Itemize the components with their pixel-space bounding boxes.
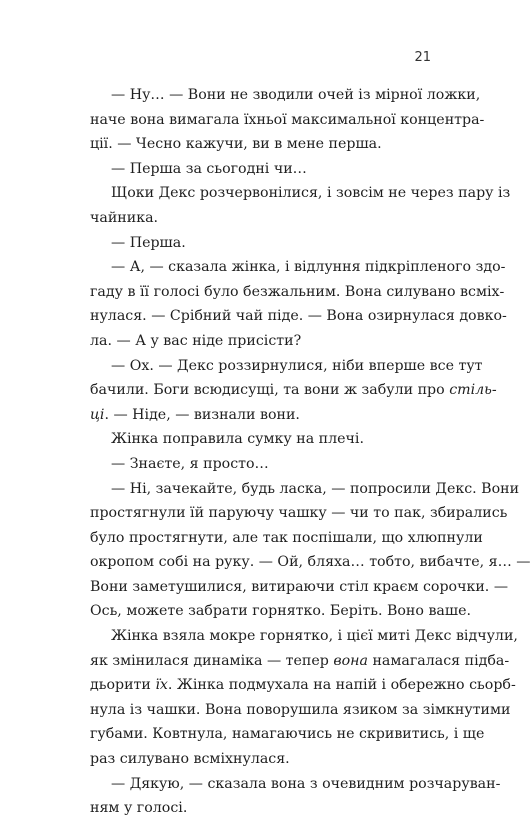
text-line: наче вона вимагала їхньої максимальної концентра- — [90, 111, 485, 128]
text-line: окропом собі на руку. — Ой, бляха… тобто, вибачте, я… — — [90, 554, 530, 571]
text-line: простягнули їй паруючу чашку — чи то пак, збирались — [90, 505, 508, 522]
text-line: — Дякую, — сказала вона з очевидним розчаруван- — [111, 775, 501, 792]
text-line: ла. — А у вас ніде присісти? — [90, 332, 302, 349]
text-line: Щоки Декс розчервонілися, і зовсім не через пару із — [111, 185, 511, 202]
text-line: як змінилася динаміка — тепер вона намагалася підба- — [90, 652, 510, 669]
text-line: нулася. — Срібний чай піде. — Вона озирнулася довко- — [90, 308, 507, 325]
text-line: чайника. — [90, 209, 159, 226]
text-line: бачили. Боги всюдисущі, та вони ж забули про стіль- — [90, 382, 497, 399]
text-line: дьорити їх. Жінка подмухала на напій і обережно сьорб- — [90, 677, 516, 694]
text-line: Вони заметушилися, витираючи стіл краєм сорочки. — — [90, 578, 509, 595]
italic-emphasis: їх — [155, 677, 168, 694]
italic-emphasis: стіль- — [449, 382, 497, 399]
text-line: — Перша за сьогодні чи… — [111, 160, 307, 177]
text-line: губами. Ковтнула, намагаючись не скривитись, і ще — [90, 726, 485, 743]
text-line: ці. — Ніде, — визнали вони. — [90, 406, 300, 423]
text-line: ції. — Чесно кажучи, ви в мене перша. — [90, 136, 382, 153]
text-line: Жінка взяла мокре горнятко, і цієї миті Декс відчули, — [111, 628, 518, 645]
italic-emphasis: вона — [333, 652, 368, 669]
text-line: раз силувано всміхнулася. — [90, 751, 290, 768]
text-line: ням у голосі. — [90, 800, 188, 817]
text-line: — Перша. — [111, 234, 186, 251]
text-line: — Ні, зачекайте, будь ласка, — попросили Декс. Вони — [111, 480, 520, 497]
text-line: — Ох. — Декс роззирнулися, ніби вперше все тут — [111, 357, 483, 374]
italic-emphasis: ці — [90, 406, 105, 423]
page-number: 21 — [414, 50, 431, 65]
text-line: — Знаєте, я просто… — [111, 455, 269, 472]
text-line: — А, — сказала жінка, і відлуння підкріпленого здо- — [111, 259, 506, 276]
text-line: нула із чашки. Вона поворушила язиком за зімкнутими — [90, 701, 511, 718]
text-line: гаду в її голосі було безжальним. Вона силувано всміх- — [90, 283, 505, 300]
text-line: було простягнути, але так поспішали, що хлюпнули — [90, 529, 483, 546]
body-text — [90, 83, 530, 821]
text-line: Жінка поправила сумку на плечі. — [111, 431, 364, 448]
text-line: Ось, можете забрати горнятко. Беріть. Воно ваше. — [90, 603, 471, 620]
text-line: — Ну… — Вони не зводили очей із мірної ложки, — [111, 87, 481, 103]
